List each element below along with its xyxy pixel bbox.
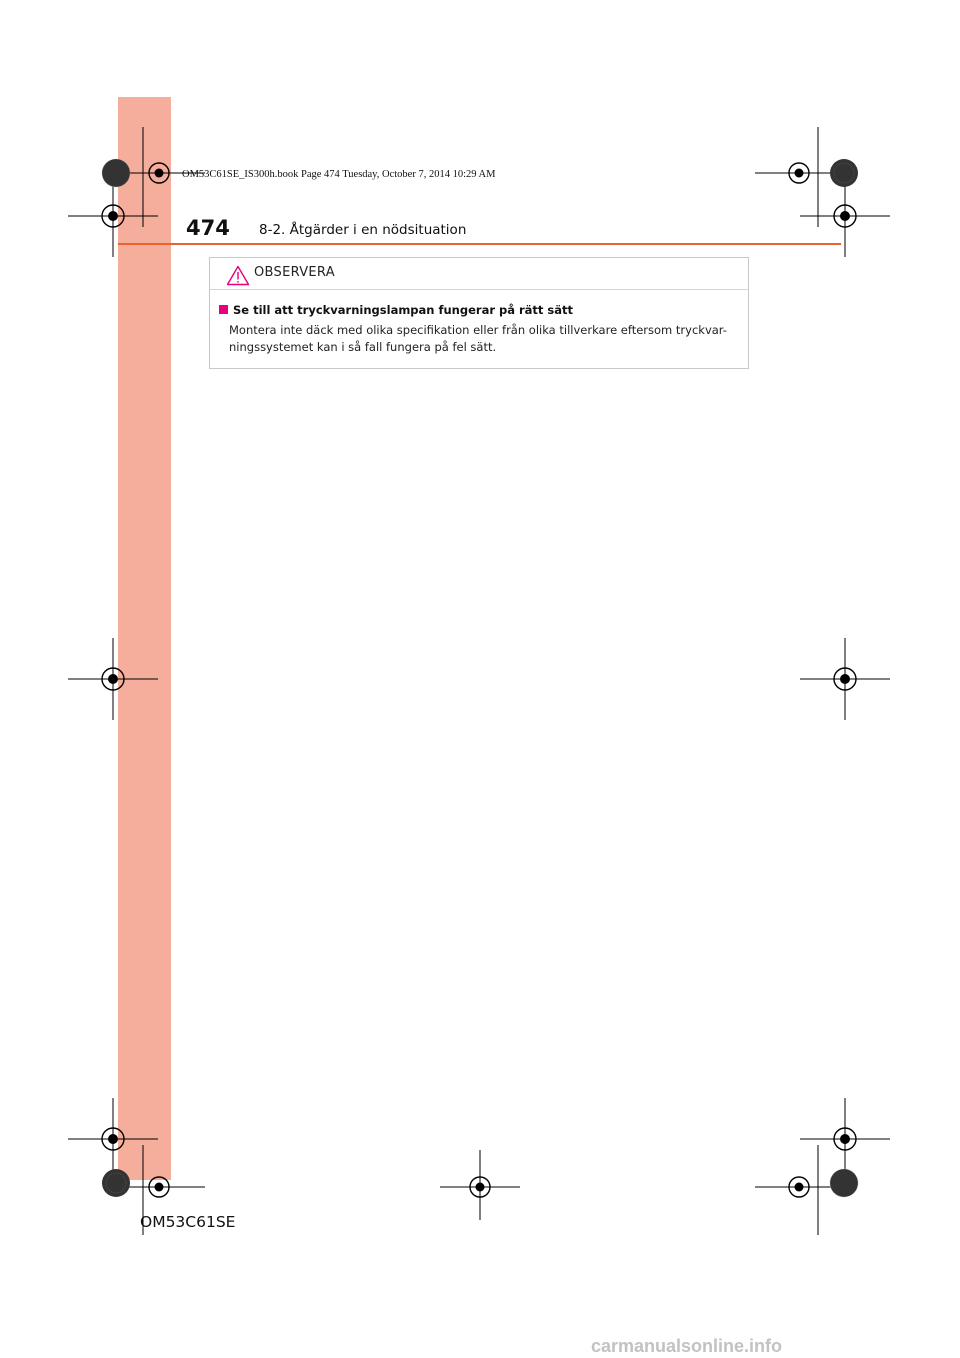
- print-info-header: OM53C61SE_IS300h.book Page 474 Tuesday, October 7, 2014 10:29 AM: [182, 169, 496, 180]
- notice-header: [210, 258, 748, 290]
- page-number: 474: [186, 216, 230, 240]
- notice-item-heading: [219, 303, 573, 317]
- square-bullet-icon: [219, 305, 228, 314]
- crop-mark-icon: [440, 1145, 520, 1220]
- header-rule: [118, 243, 841, 245]
- warning-triangle-icon: [226, 265, 250, 286]
- registration-mark-icon: [68, 638, 158, 720]
- footer-code: OM53C61SE: [140, 1213, 236, 1231]
- registration-mark-icon: [800, 638, 890, 720]
- section-title: 8-2. Åtgärder i en nödsituation: [259, 222, 467, 238]
- notice-title: OBSERVERA: [254, 265, 335, 280]
- starburst-disc-icon: [101, 158, 131, 188]
- notice-box: [209, 257, 749, 369]
- watermark: carmanualsonline.info: [591, 1336, 783, 1356]
- notice-item-body: Montera inte däck med olika specifikation eller från olika tillverkare eftersom tryckvar-ningssystemet kan i så fall fungera på fel sätt.: [229, 323, 727, 354]
- starburst-disc-icon: [829, 1168, 859, 1198]
- starburst-disc-icon: [829, 158, 859, 188]
- notice-item-heading-text: Se till att tryckvarningslampan fungerar på rätt sätt: [233, 303, 574, 317]
- starburst-disc-icon: [101, 1168, 131, 1198]
